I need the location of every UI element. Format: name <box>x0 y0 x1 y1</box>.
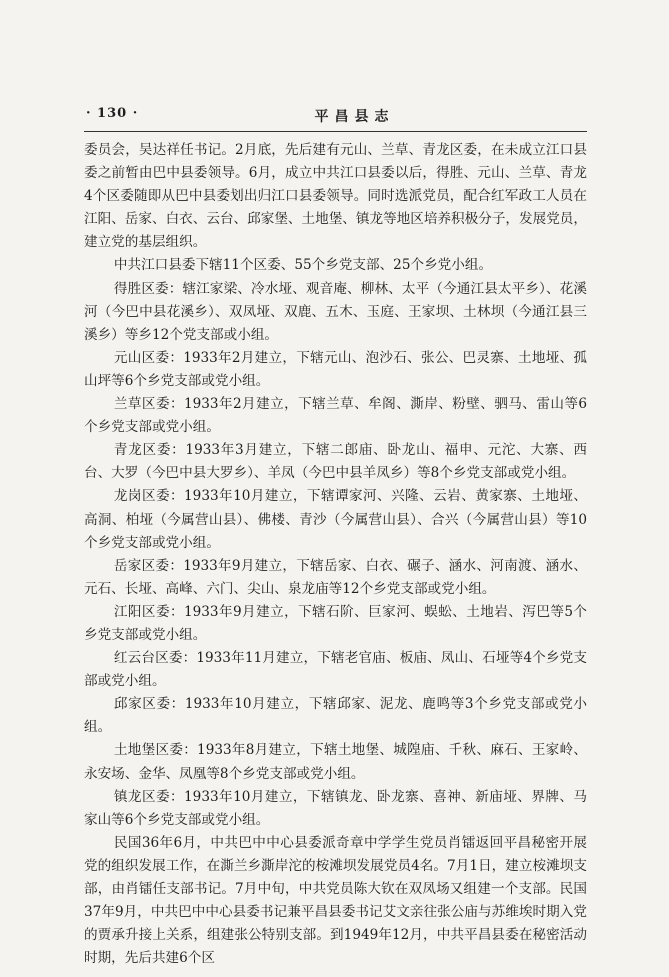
header-rule <box>84 131 587 132</box>
paragraph: 镇龙区委：1933年10月建立，下辖镇龙、卧龙寨、喜神、新庙垭、界牌、马家山等6个乡党支部或党小组。 <box>84 788 587 828</box>
paragraph: 兰草区委：1933年2月建立，下辖兰草、牟阁、澌岸、粉壁、驷马、雷山等6个乡党支部或党小组。 <box>84 396 587 436</box>
paragraph: 邱家区委：1933年10月建立，下辖邱家、泥龙、鹿鸣等3个乡党支部或党小组。 <box>84 696 587 736</box>
paragraph: 元山区委：1933年2月建立，下辖元山、泡沙石、张公、巴灵寨、土地垭、孤山坪等6个乡党支部或党小组。 <box>84 349 587 389</box>
running-title: 平昌县志 <box>314 109 395 125</box>
paragraph: 委员会，吴达祥任书记。2月底，先后建有元山、兰草、青龙区委，在未成立江口县委之前暂由巴中县委领导。6月，成立中共江口县委以后，得胜、元山、兰草、青龙4个区委随即从巴中县委划出归江口县委领导。同时选派党员，配合红军政工人员在江阳、岳家、白衣、云台、邱家堡、土地堡、镇龙等地区培养积极分子，发展党员，建立党的基层组织。 <box>84 142 587 251</box>
paragraph: 中共江口县委下辖11个区委、55个乡党支部、25个乡党小组。 <box>113 257 493 274</box>
page-number: · 130 · <box>86 106 139 121</box>
paragraph: 岳家区委：1933年9月建立，下辖岳家、白衣、碾子、涵水、河南渡、涵水、元石、长垭、高峰、六门、尖山、泉龙庙等12个乡党支部或党小组。 <box>84 557 587 597</box>
paragraph: 江阳区委：1933年9月建立，下辖石阶、巨家河、蜈蚣、土地岩、泻巴等5个乡党支部或党小组。 <box>84 603 587 643</box>
paragraph: 龙岗区委：1933年10月建立，下辖谭家河、兴隆、云岩、黄家寨、土地垭、高洞、柏垭（今属营山县）、佛楼、青沙（今属营山县）、合兴（今属营山县）等10个乡党支部或党小组。 <box>84 488 587 551</box>
paragraph: 红云台区委：1933年11月建立，下辖老官庙、板庙、凤山、石垭等4个乡党支部或党小组。 <box>84 650 587 690</box>
paragraph: 民国36年6月，中共巴中中心县委派奇章中学学生党员肖镭返回平昌秘密开展党的组织发展工作，在澌兰乡澌岸沱的桉滩坝发展党员4名。7月1日，建立桉滩坝支部，由肖镭任支部书记。7月中旬，中共党员陈大钦在双凤场又组建一个支部。民国37年9月，中共巴中中心县委书记兼平昌县委书记艾文亲往张公庙与苏维埃时期入党的贾承升接上关系，组建张公特别支部。到1949年12月，中共平昌县委在秘密活动时期，先后共建6个区 <box>84 834 587 967</box>
page-body <box>84 139 587 970</box>
page-header <box>86 106 583 132</box>
paragraph: 土地堡区委：1933年8月建立，下辖土地堡、城隍庙、千秋、麻石、王家岭、永安场、金华、凤凰等8个乡党支部或党小组。 <box>84 742 587 782</box>
paragraph: 得胜区委：辖江家梁、冷水垭、观音庵、柳林、太平（今通江县太平乡）、花溪河（今巴中县花溪乡）、双凤垭、双鹿、五木、玉庭、王家坝、土林坝（今通江县三溪乡）等乡12个党支部或小组。 <box>84 280 587 343</box>
paragraph: 青龙区委：1933年3月建立，下辖二郎庙、卧龙山、福申、元沱、大寨、西台、大罗（今巴中县大罗乡）、羊凤（今巴中县羊凤乡）等8个乡党支部或党小组。 <box>84 442 587 482</box>
